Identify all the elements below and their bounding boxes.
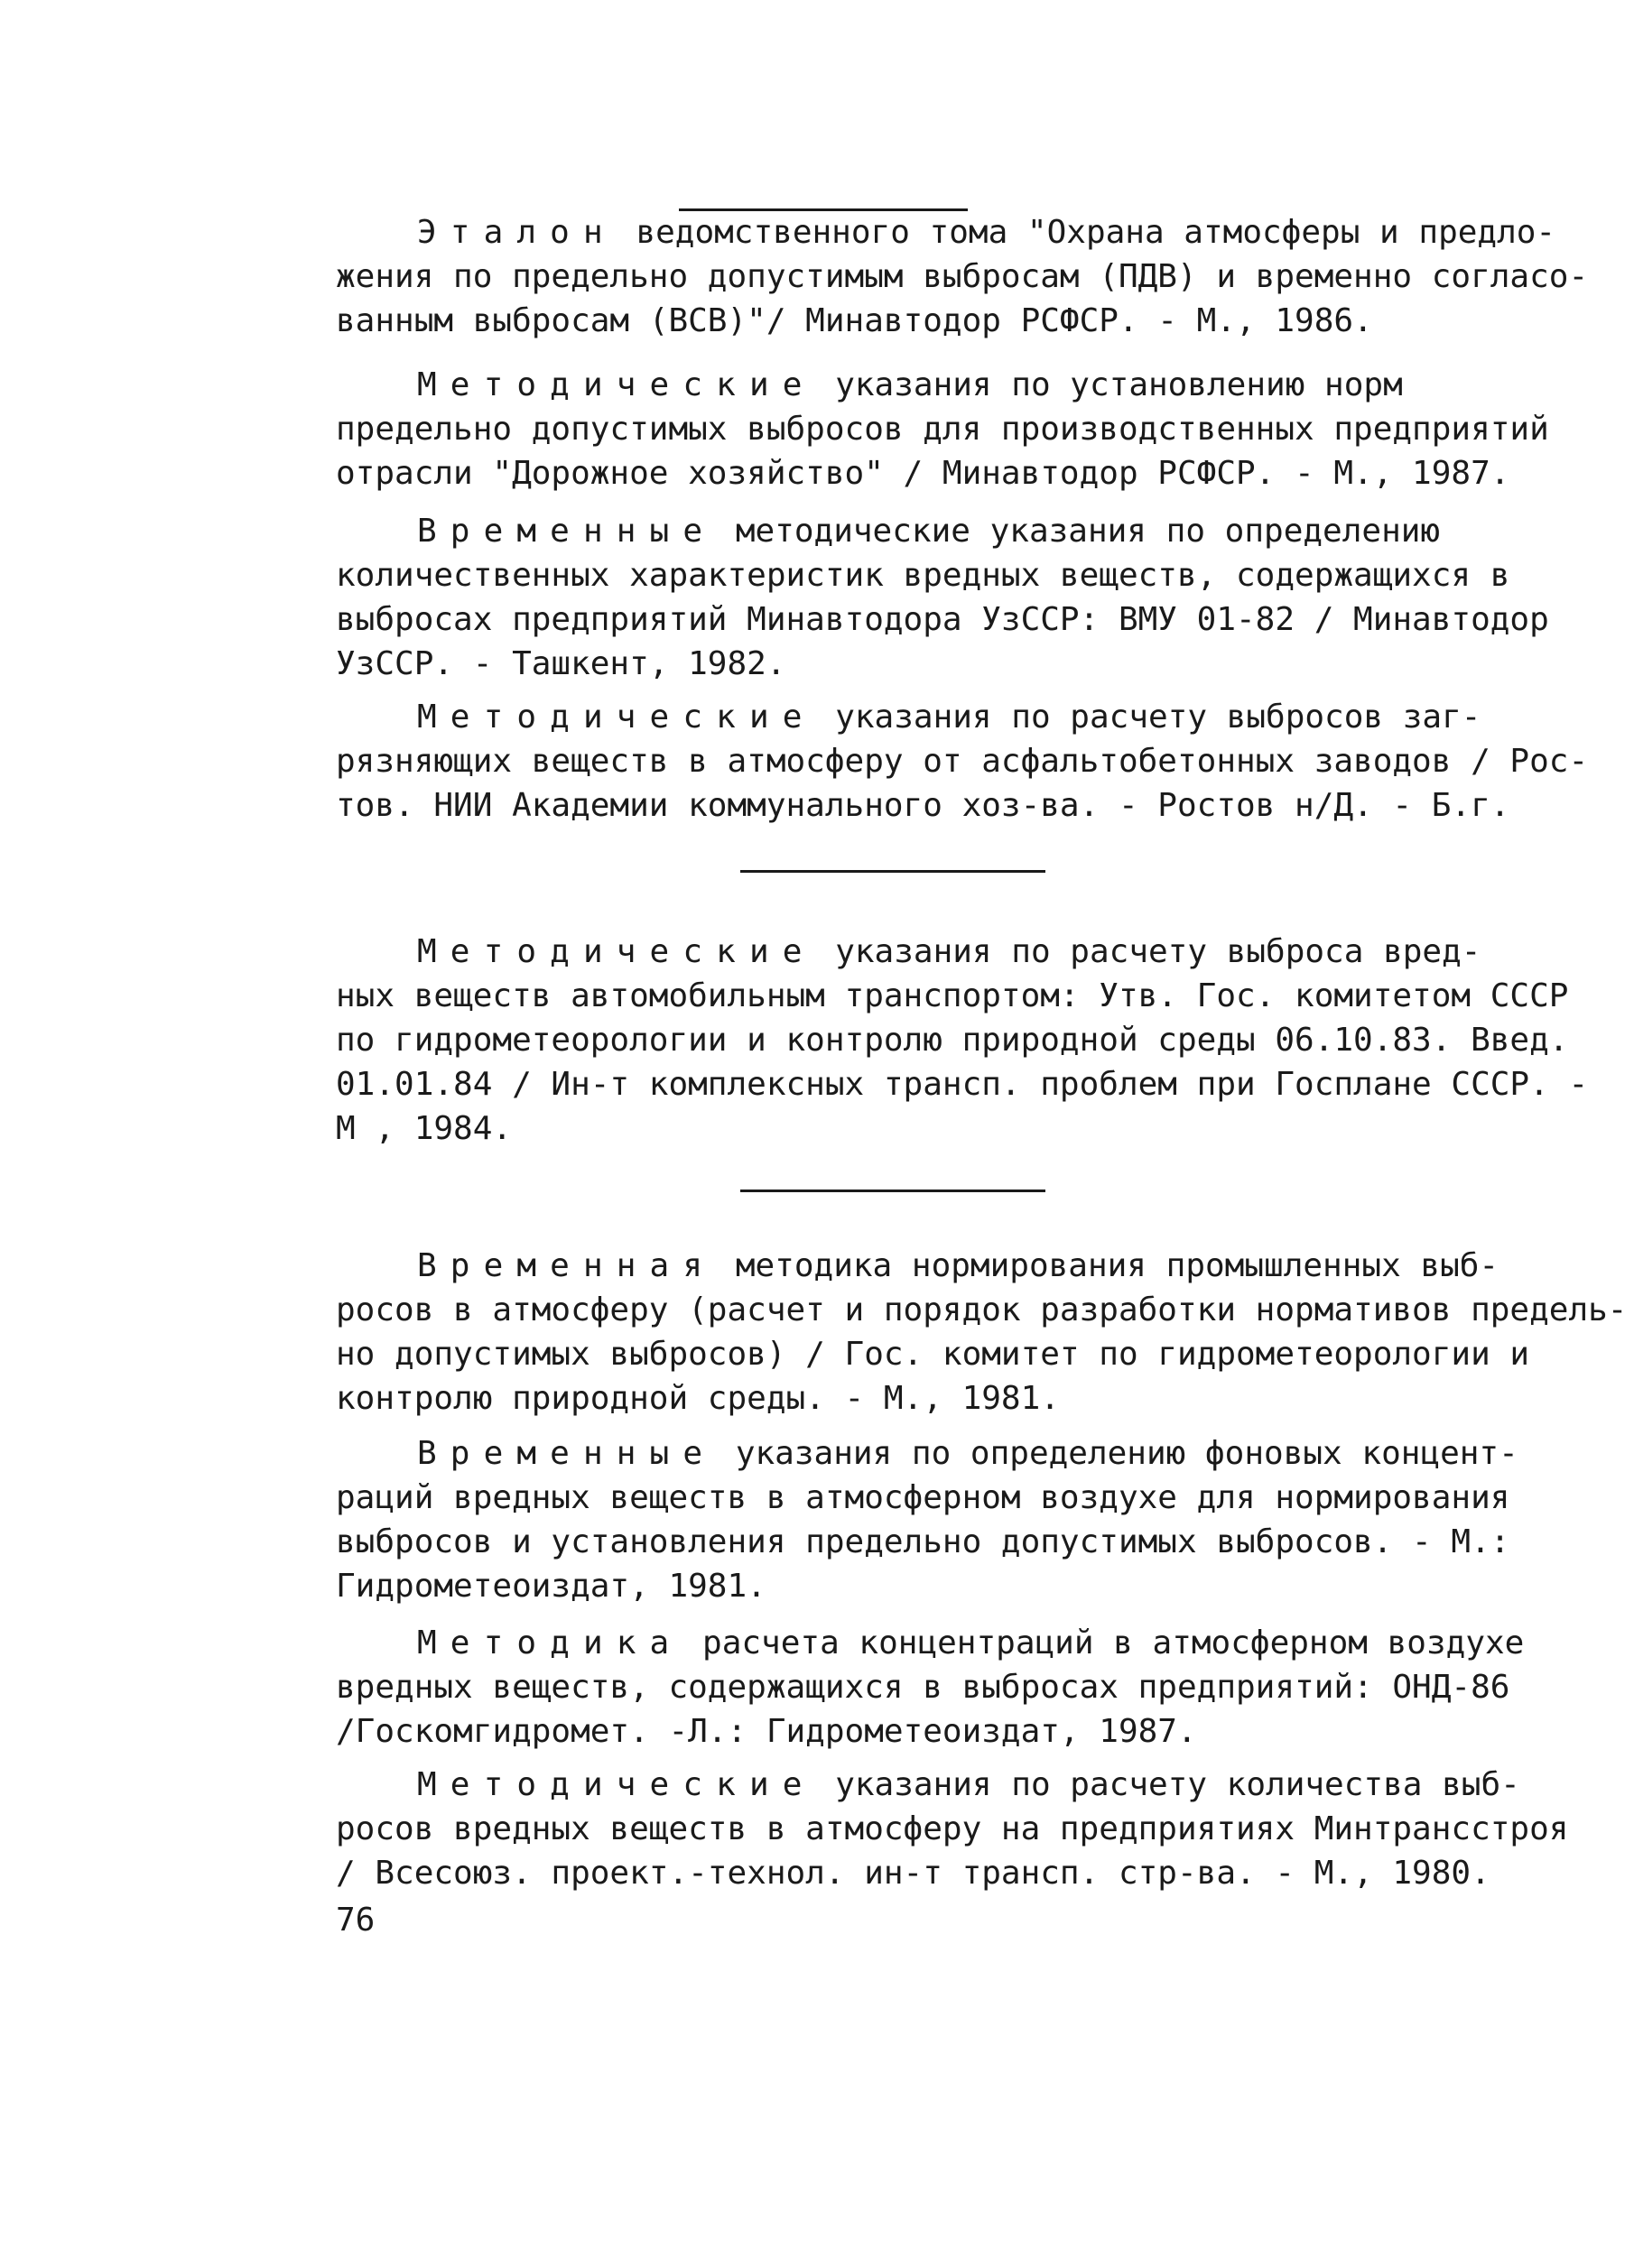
entry-line: раций вредных веществ в атмосферном воздухе для нормирования: [336, 1479, 1510, 1516]
reference-entry-2: [336, 363, 1549, 495]
entry-line-text: указания по определению фоновых концент-: [716, 1435, 1518, 1472]
entry-first-line: [336, 1244, 1500, 1288]
entry-first-line: [336, 1763, 1520, 1807]
entry-lead-word: Временные: [417, 1435, 717, 1472]
entry-line-text: методика нормирования промышленных выб-: [716, 1247, 1499, 1284]
entry-line: количественных характеристик вредных веществ, содержащихся в: [336, 557, 1510, 594]
entry-line-text: ведомственного тома "Охрана атмосферы и предло-: [616, 214, 1556, 251]
entry-first-line: [336, 509, 1500, 553]
entry-line: но допустимых выбросов) / Гос. комитет по гидрометеорологии и: [336, 1336, 1530, 1373]
entry-lead-word: Временные: [417, 513, 717, 550]
entry-line: / Всесоюз. проект.-технол. ин-т трансп. стр-ва. - М., 1980.: [336, 1855, 1490, 1892]
entry-line: отрасли "Дорожное хозяйство" / Минавтодор РСФСР. - М., 1987.: [336, 455, 1510, 492]
entry-line: 01.01.84 / Ин-т комплексных трансп. проблем при Госплане СССР. -: [336, 1066, 1589, 1103]
entry-line: росов вредных веществ в атмосферу на предприятиях Минтрансстроя: [336, 1810, 1569, 1847]
entry-lead-word: Эталон: [417, 214, 617, 251]
entry-line-text: указания по расчету выбросов заг-: [815, 699, 1481, 736]
entry-line: вредных веществ, содержащихся в выбросах предприятий: ОНД-86: [336, 1669, 1510, 1706]
entry-line: контролю природной среды. - М., 1981.: [336, 1380, 1060, 1417]
entry-first-line: [336, 210, 1556, 255]
entry-lead-word: Методические: [417, 699, 816, 736]
entry-line-text: указания по установлению норм: [815, 366, 1403, 403]
reference-entry-1: [336, 210, 1589, 343]
entry-line: М , 1984.: [336, 1110, 513, 1147]
entry-lead-word: Методика: [417, 1625, 683, 1662]
entry-lead-word: Методические: [417, 366, 816, 403]
entry-line: /Госкомгидромет. -Л.: Гидрометеоиздат, 1987.: [336, 1713, 1197, 1750]
entry-line-text: расчета концентраций в атмосферном воздухе: [682, 1625, 1525, 1662]
reference-entry-7: [336, 1431, 1518, 1608]
reference-entry-9: [336, 1763, 1569, 1895]
entry-line: рязняющих веществ в атмосферу от асфальтобетонных заводов / Рос-: [336, 743, 1589, 780]
entry-lead-word: Временная: [417, 1247, 717, 1284]
reference-entry-4: [336, 695, 1589, 828]
entry-line-text: указания по расчету количества выб-: [815, 1766, 1520, 1803]
entry-first-line: [336, 1621, 1525, 1665]
page-number: 76: [336, 1902, 376, 1939]
entry-line-text: методические указания по определению: [716, 513, 1441, 550]
entry-lead-word: Методические: [417, 933, 816, 970]
section-divider-1: [740, 870, 1045, 873]
entry-line: по гидрометеорологии и контролю природной среды 06.10.83. Введ.: [336, 1022, 1569, 1059]
reference-entry-6: [336, 1244, 1628, 1421]
entry-line: Гидрометеоиздат, 1981.: [336, 1568, 766, 1605]
entry-first-line: [336, 363, 1500, 407]
entry-first-line: [336, 930, 1500, 974]
entry-line: предельно допустимых выбросов для производственных предприятий: [336, 411, 1549, 448]
reference-entry-5: [336, 930, 1589, 1151]
entry-line: УзССР. - Ташкент, 1982.: [336, 645, 786, 682]
reference-entry-8: [336, 1621, 1525, 1754]
entry-line: выбросах предприятий Минавтодора УзССР: ВМУ 01-82 / Минавтодор: [336, 601, 1549, 638]
entry-line: выбросов и установления предельно допустимых выбросов. - М.:: [336, 1523, 1510, 1560]
entry-line-text: указания по расчету выброса вред-: [815, 933, 1481, 970]
entry-line: ных веществ автомобильным транспортом: Утв. Гос. комитетом СССР: [336, 977, 1569, 1014]
entry-line: тов. НИИ Академии коммунального хоз-ва. - Ростов н/Д. - Б.г.: [336, 787, 1510, 824]
entry-line: жения по предельно допустимым выбросам (ПДВ) и временно согласо-: [336, 258, 1589, 295]
section-divider-2: [740, 1190, 1045, 1192]
entry-first-line: [336, 1431, 1518, 1476]
entry-line: ванным выбросам (ВСВ)"/ Минавтодор РСФСР. - М., 1986.: [336, 302, 1373, 339]
entry-first-line: [336, 695, 1500, 739]
reference-entry-3: [336, 509, 1549, 686]
entry-line: росов в атмосферу (расчет и порядок разработки нормативов предель-: [336, 1291, 1628, 1328]
entry-lead-word: Методические: [417, 1766, 816, 1803]
